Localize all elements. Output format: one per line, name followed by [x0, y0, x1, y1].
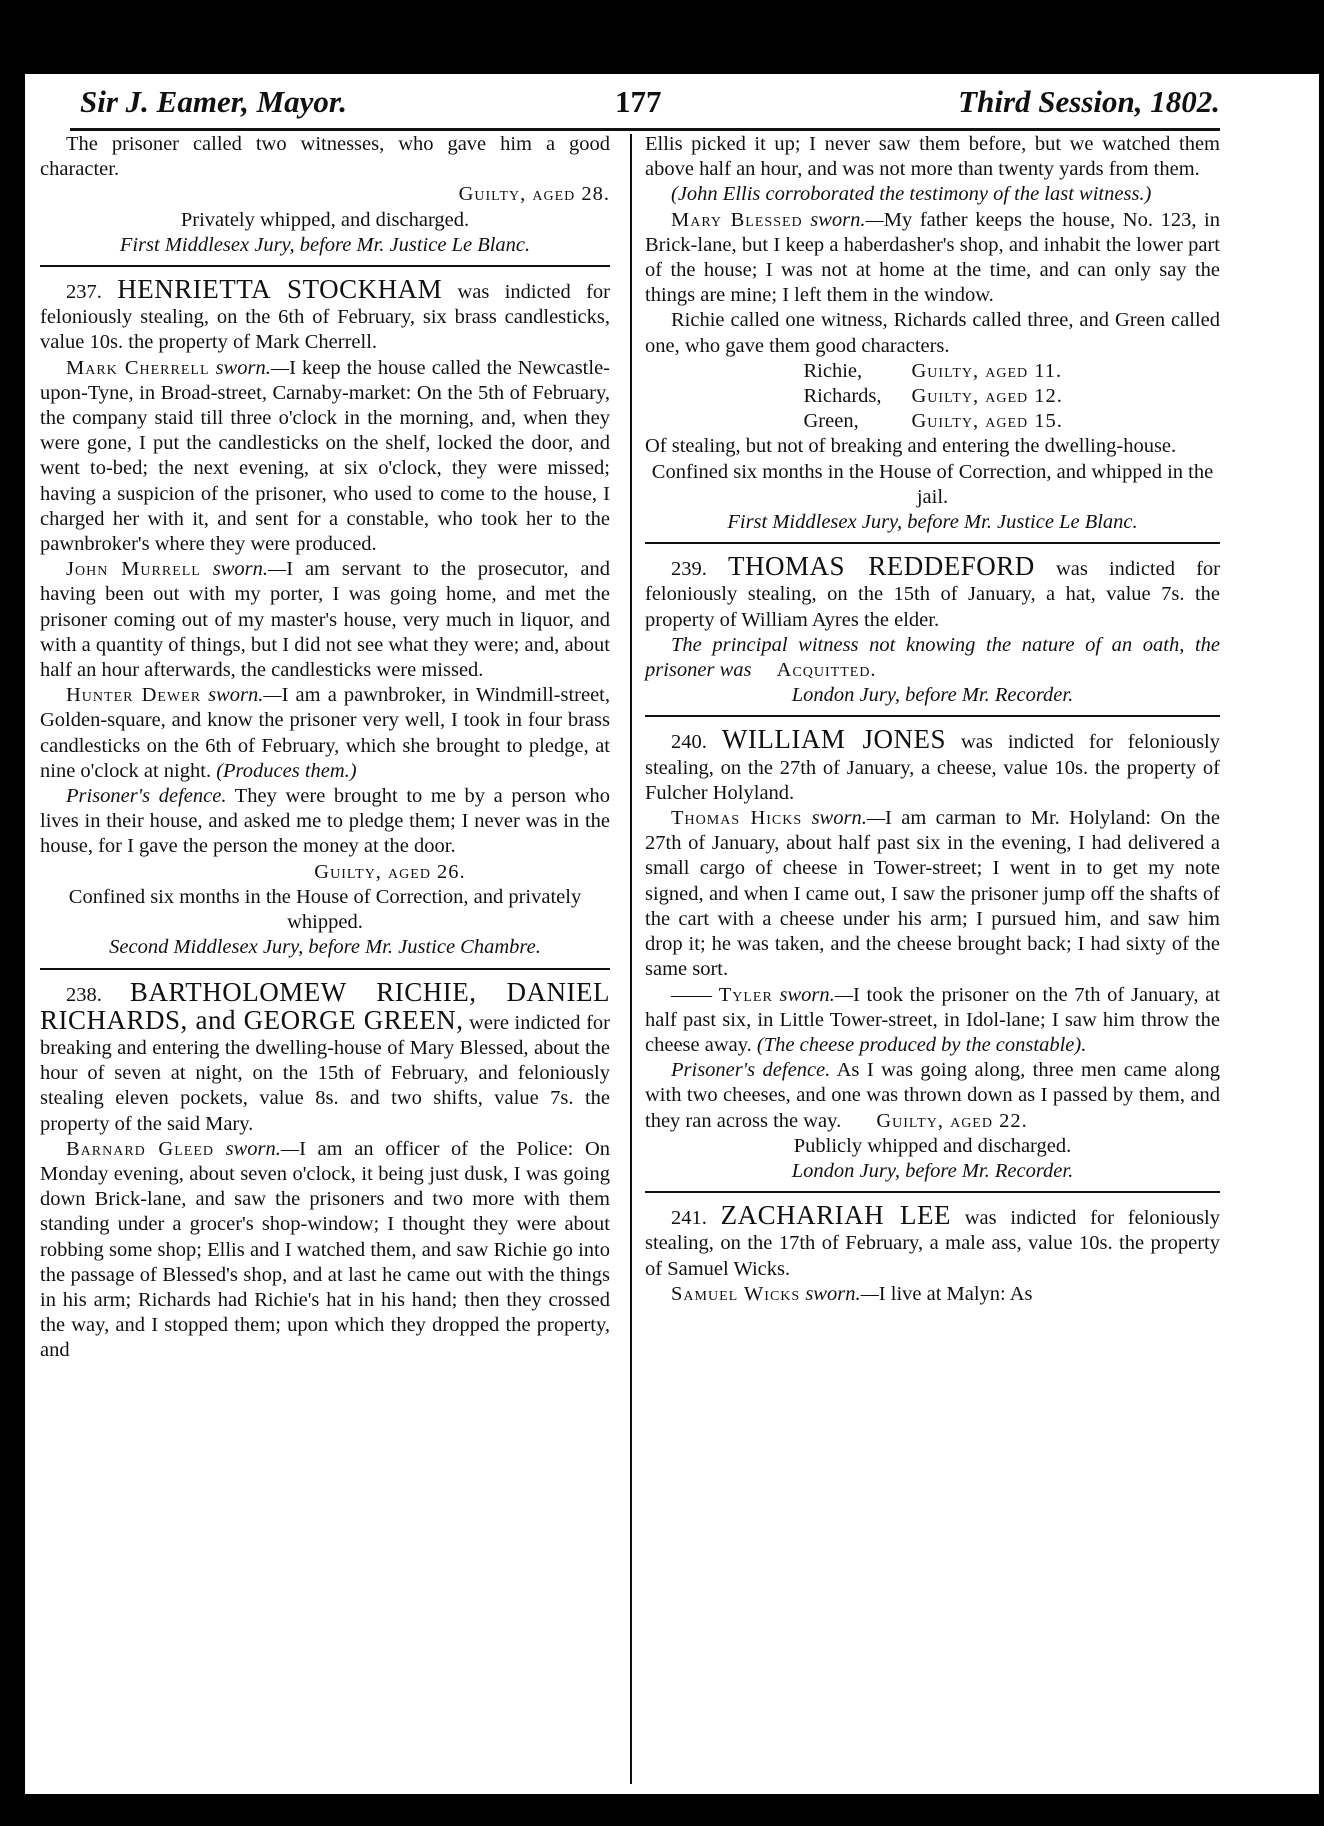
case-236-verdict: Guilty, aged 28. [458, 183, 610, 206]
left-column [40, 132, 610, 1364]
sworn-label: sworn.— [208, 684, 282, 707]
header-rule [70, 128, 1220, 131]
case-237-prisoner: HENRIETTA STOCKHAM [117, 274, 443, 305]
case-241 [645, 1200, 1221, 1307]
dash: —— [671, 983, 719, 1006]
sworn-label: sworn.— [810, 208, 884, 231]
case-240-sentence: Publicly whipped and discharged. [793, 1134, 1072, 1157]
case-237-verdict: Guilty, aged 26. [314, 860, 466, 883]
witness-testimony: I am a pawnbroker, in Windmill-street, Golden-square, and know the prisoner very well, I took in four brass candlesticks on the 6th of February, which she brought to pledge, at nine o'clock at night. [40, 684, 610, 782]
section-rule [40, 265, 610, 267]
case-238-indictment: were indicted for breaking and entering the dwelling-house of Mary Blessed, about the hour of seven at night, on the 15th of February, and feloniously stealing eleven pockets, value 8s. and two shifts, value 7s. the property of the said Mary. [40, 1011, 610, 1135]
case-238-number: 238. [66, 983, 102, 1006]
section-rule [645, 542, 1220, 544]
witness-testimony: I am servant to the prosecutor, and having been out with my porter, I was going home, and met the prisoner coming out of my master's house, very much in liquor, and with a quantity of things, but I did not see what they were; and, about half an hour afterwards, the candlesticks were missed. [40, 558, 610, 682]
sworn-label: sworn.— [779, 983, 853, 1006]
testimony-continued: Ellis picked it up; I never saw them before, but we watched them above half an hour, and was not more than twenty yards from them. [645, 133, 1220, 181]
witness-name: Mark Cherrell [66, 356, 210, 379]
case-240-verdict: Guilty, aged 22. [876, 1109, 1028, 1132]
verdict-value: Guilty, aged 11. [911, 359, 1063, 382]
case-238-prisoners: BARTHOLOMEW RICHIE, DANIEL RICHARDS, and GEORGE GREEN, [40, 976, 611, 1035]
witness-name: Tyler [718, 983, 773, 1006]
stage-note: The principal witness not knowing the nature of an oath, the prisoner was [645, 633, 1220, 682]
case-238-continued [645, 132, 1220, 535]
case-240-indictment: was indicted for feloniously stealing, on the 27th of January, a cheese, value 10s. the property of Fulcher Holyland. [645, 731, 1221, 804]
case-241-prisoner: ZACHARIAH LEE [720, 1200, 951, 1231]
case-236-jury: First Middlesex Jury, before Mr. Justice Le Blanc. [119, 233, 531, 256]
case-239-prisoner: THOMAS REDDEFORD [728, 551, 1035, 582]
case-237-sentence: Confined six months in the House of Correction, and privately whipped. [68, 885, 582, 934]
witness-testimony: My father keeps the house, No. 123, in Brick-lane, but I keep a haberdasher's shop, and inhabit the lower part of the house; I was not at home at the time, and can only say the things are mine; I left them in the window. [645, 208, 1220, 307]
case-240 [645, 724, 1221, 1184]
witness-name: Barnard Gleed [66, 1137, 214, 1160]
case-236-characters: The prisoner called two witnesses, who gave him a good character. [40, 133, 610, 181]
right-column [645, 132, 1220, 1307]
stage-note: (John Ellis corroborated the testimony of the last witness.) [671, 183, 1152, 206]
witness-testimony: I keep the house called the Newcastle-upon-Tyne, in Broad-street, Carnaby-market: On the 5th of February, the company staid till three o'clock in the morning, and, when they were gone, I put the candlesticks on the shelf, locked the door, and went to-bed; the next evening, at six o'clock, they were missed; having a suspicion of the prisoner, who used to come to the house, I charged her with it, and sent for a constable, who took her to the pawnbroker's where they were produced. [40, 356, 611, 556]
stage-note: (The cheese produced by the constable). [756, 1033, 1087, 1056]
page-number: 177 [615, 84, 662, 119]
witness-name: Samuel Wicks [671, 1282, 801, 1305]
partial-verdict: Of stealing, but not of breaking and entering the dwelling-house. [645, 435, 1177, 458]
case-239-verdict: Acquitted. [776, 659, 877, 682]
case-240-jury: London Jury, before Mr. Recorder. [791, 1159, 1074, 1182]
case-238-sentence: Confined six months in the House of Correction, and whipped in the jail. [651, 460, 1214, 508]
section-rule [645, 715, 1220, 717]
stage-note: (Produces them.) [216, 759, 357, 782]
witness-name: Mary Blessed [671, 208, 803, 231]
sworn-label: sworn.— [805, 1282, 879, 1305]
sworn-label: sworn.— [811, 807, 886, 830]
case-237-indictment: was indicted for feloniously stealing, on the 6th of February, six brass candlesticks, value 10s. the property of Mark Cherrell. [40, 281, 611, 354]
case-237 [40, 274, 611, 960]
witness-testimony: I am carman to Mr. Holyland: On the 27th of January, about half past six in the evening, I had delivered a small cargo of cheese in Tower-street; I went in to get my note signed, and when I came out, I saw the prisoner jump off the shafts of the cart with a cheese under his arm; I pursued him, and saw him drop it; he was taken, and the cheese brought back; I had sixty of the same sort. [645, 807, 1220, 981]
case-236-sentence: Privately whipped, and discharged. [180, 208, 470, 231]
case-236-end [40, 132, 610, 258]
witness-testimony: I am an officer of the Police: On Monday evening, about seven o'clock, it being just dusk, I was going down Brick-lane, and saw the prisoners and two more with them standing under a grocer's shop-window; I thought they were about robbing some shop; Ellis and I watched them, and saw Richie go into the passage of Blessed's shop, and at last he came out with the things in his arm; Richards had Richie's hat in his hand; then they crossed the way, and I stopped them; upon which they dropped the property, and [40, 1137, 610, 1362]
case-239-jury: London Jury, before Mr. Recorder. [791, 684, 1074, 707]
case-239-number: 239. [671, 558, 707, 581]
verdict-name: Richie, [803, 359, 863, 382]
witness-name: Hunter Dewer [66, 684, 202, 707]
section-rule [645, 1191, 1220, 1193]
witness-testimony: I live at Malyn: As [878, 1282, 1033, 1305]
witness-testimony: I took the prisoner on the 7th of January, at half past six, in Little Tower-street, in Idol-lane; I saw him throw the cheese away. [645, 983, 1221, 1056]
defence-text: They were brought to me by a person who lives in their house, and asked me to pledge them; I never was in the house, for I gave the person the money at the door. [40, 785, 610, 858]
document-page [25, 74, 1319, 1794]
case-241-indictment: was indicted for feloniously stealing, on the 17th of February, a male ass, value 10s. the property of Samuel Wicks. [645, 1207, 1221, 1280]
sworn-label: sworn.— [225, 1137, 300, 1160]
header-mayor: Sir J. Eamer, Mayor. [80, 84, 347, 119]
defence-label: Prisoner's defence. [671, 1059, 831, 1082]
case-240-number: 240. [671, 731, 707, 754]
case-239 [645, 551, 1221, 708]
page-header [80, 84, 1220, 128]
column-divider [630, 134, 632, 1784]
case-240-prisoner: WILLIAM JONES [721, 724, 946, 755]
header-session: Third Session, 1802. [958, 84, 1220, 119]
verdict-list [705, 359, 1220, 435]
verdict-value: Guilty, aged 12. [911, 385, 1063, 408]
case-238 [40, 976, 611, 1364]
case-241-number: 241. [671, 1207, 707, 1230]
sworn-label: sworn.— [212, 558, 287, 581]
sworn-label: sworn.— [215, 356, 290, 379]
case-239-indictment: was indicted for feloniously stealing, on the 15th of January, a hat, value 7s. the property of William Ayres the elder. [645, 558, 1221, 631]
verdict-value: Guilty, aged 15. [911, 410, 1063, 433]
section-rule [40, 968, 610, 970]
defence-text: As I was going along, three men came along with two cheeses, and one was thrown down as I passed by them, and they ran across the way. [645, 1059, 1221, 1132]
witness-name: John Murrell [66, 558, 201, 581]
character-witnesses: Richie called one witness, Richards called three, and Green called one, who gave them good characters. [645, 309, 1220, 357]
witness-name: Thomas Hicks [671, 807, 803, 830]
verdict-name: Richards, [803, 385, 882, 408]
verdict-name: Green, [803, 410, 859, 433]
case-237-number: 237. [66, 281, 102, 304]
defence-label: Prisoner's defence. [66, 785, 227, 808]
case-238-jury: First Middlesex Jury, before Mr. Justice Le Blanc. [727, 511, 1138, 534]
case-237-jury: Second Middlesex Jury, before Mr. Justice Chambre. [109, 936, 541, 959]
